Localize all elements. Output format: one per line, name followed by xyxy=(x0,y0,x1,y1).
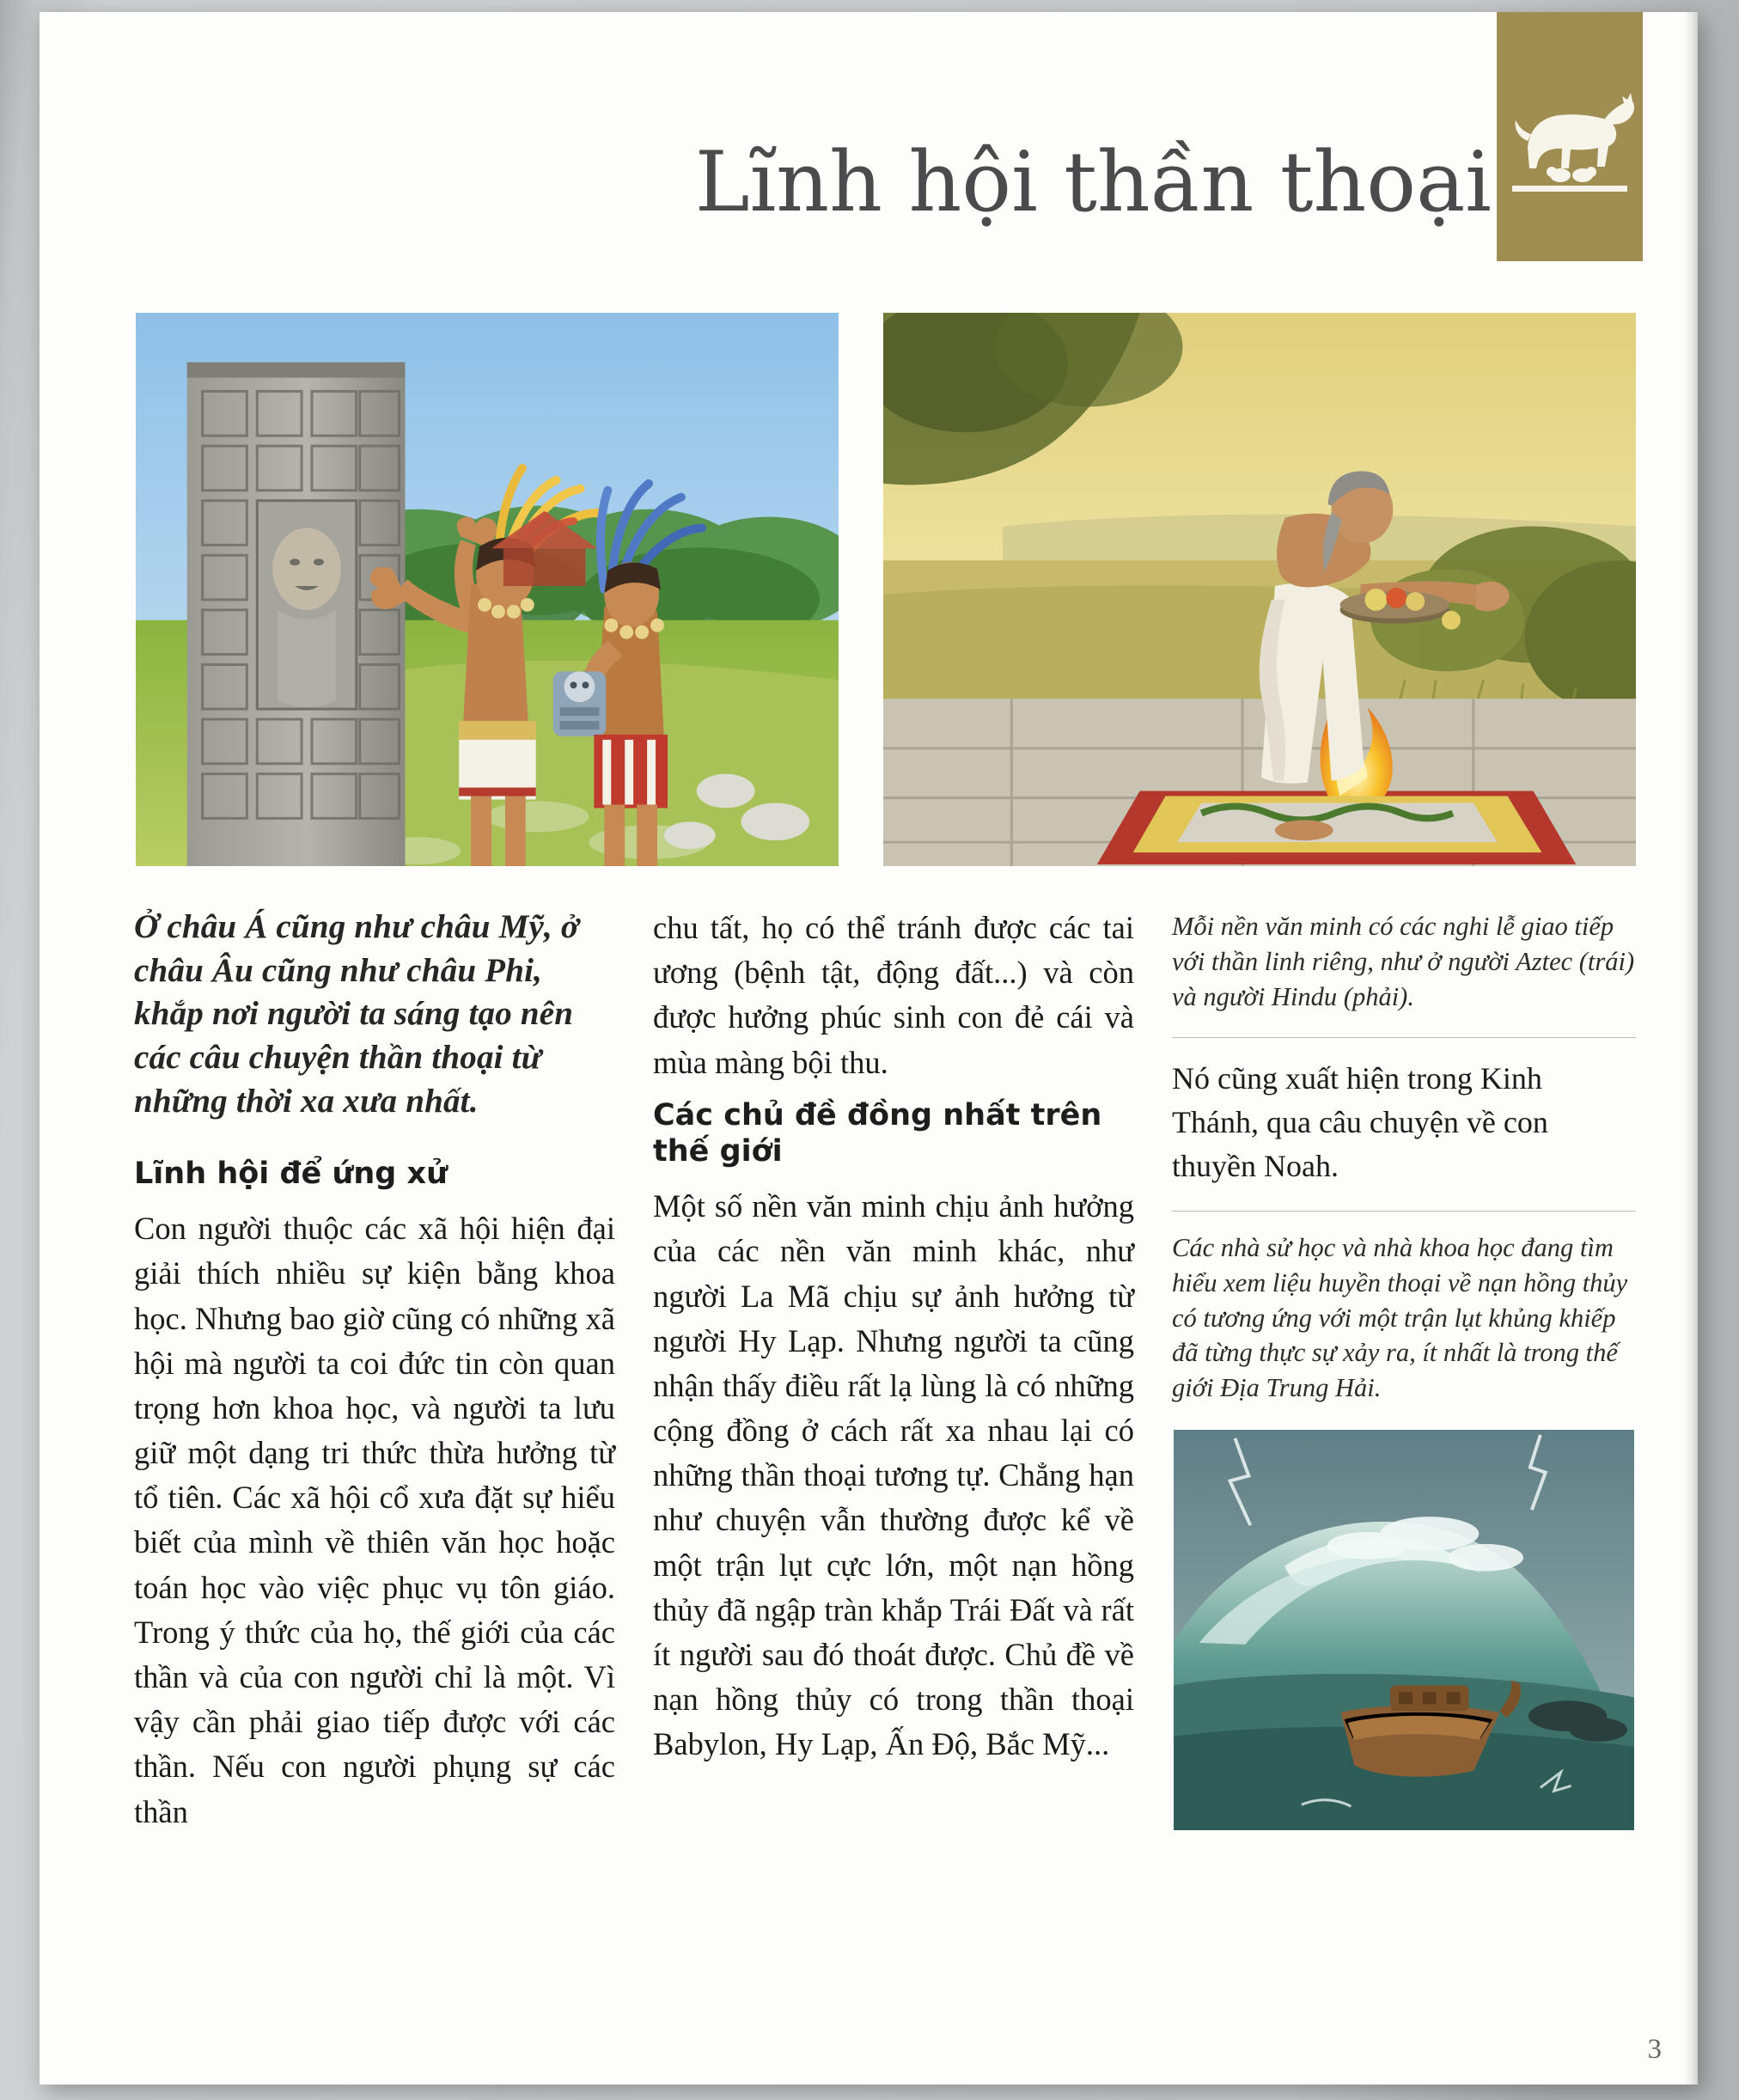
article-columns xyxy=(134,906,1672,2040)
column-2-continuation: chu tất, họ có thể tránh được các tai ương (bệnh tật, động đất...) và còn được hưởng phúc sinh con đẻ cái và mùa màng bội thu. xyxy=(653,910,1134,1080)
wolf-with-twins-emblem-icon xyxy=(1497,46,1643,218)
illustration-row xyxy=(134,311,1629,870)
page-number: 3 xyxy=(1647,2034,1662,2065)
column-1-paragraph: Con người thuộc các xã hội hiện đại giải thích nhiều sự kiện bằng khoa học. Nhưng bao giờ cũng có những xã hội mà người ta coi đức tin còn quan trọng hơn khoa học, và người ta lưu giữ một dạng tri thức thừa hưởng từ tổ tiên. Các xã hội cổ xưa đặt sự hiểu biết của mình về thiên văn học hoặc toán học vào việc phục vụ tôn giáo. Trong ý thức của họ, thế giới của các thần và của con người chỉ là một. Vì vậy cần phải giao tiếp được với các thần. Nếu con người phụng sự các thần xyxy=(134,1211,615,1829)
chapter-tab xyxy=(1497,12,1643,261)
page-header xyxy=(40,12,1698,287)
section-heading-behaviour: Lĩnh hội để ứng xử xyxy=(134,1157,448,1192)
page-edge-shadow xyxy=(1684,12,1698,2085)
aztec-ritual-illustration xyxy=(134,311,840,868)
page-title: Lĩnh hội thần thoại xyxy=(694,134,1492,230)
divider-bottom xyxy=(1172,1211,1636,1212)
lead-paragraph: Ở châu Á cũng như châu Mỹ, ở châu Âu cũng như châu Phi, khắp nơi người ta sáng tạo nên các câu chuyện thần thoại từ những thời xa xưa nhất. xyxy=(134,908,580,1120)
great-flood-ark-illustration xyxy=(1172,1428,1636,1832)
column-2-paragraph: Một số nền văn minh chịu ảnh hưởng của các nền văn minh khác, như người La Mã chịu sự ảnh hưởng từ người Hy Lạp. Nhưng người ta cũng nhận thấy điều rất lạ lùng là có những cộng đồng ở cách rất xa nhau lại có những thần thoại tương tự. Chẳng hạn như chuyện vẫn thường được kể về một trận lụt cực lớn, một nạn hồng thủy đã ngập tràn khắp Trái Đất và rất ít người sau đó thoát được. Chủ đề về nạn hồng thủy có trong thần thoại Babylon, Hy Lạp, Ấn Độ, Bắc Mỹ... xyxy=(653,1188,1134,1762)
caption-flood-research: Các nhà sử học và nhà khoa học đang tìm hiểu xem liệu huyền thoại về nạn hồng thủy có tương ứng với một trận lụt khủng khiếp đã từng thực sự xảy ra, ít nhất là trong thế giới Địa Trung Hải. xyxy=(1172,1232,1628,1403)
column-1 xyxy=(134,906,615,1834)
hindu-fire-ritual-illustration xyxy=(882,311,1638,868)
book-page xyxy=(40,12,1698,2085)
column-3 xyxy=(1172,906,1636,1832)
caption-rituals: Mỗi nền văn minh có các nghi lễ giao tiếp với thần linh riêng, như ở người Aztec (trái) và người Hindu (phải). xyxy=(1172,912,1635,1011)
section-heading-themes: Các chủ đề đồng nhất trên thế giới xyxy=(653,1097,1102,1169)
column-2 xyxy=(653,906,1134,1767)
divider-top xyxy=(1172,1037,1636,1038)
column-3-paragraph: Nó cũng xuất hiện trong Kinh Thánh, qua câu chuyện về con thuyền Noah. xyxy=(1172,1060,1548,1183)
